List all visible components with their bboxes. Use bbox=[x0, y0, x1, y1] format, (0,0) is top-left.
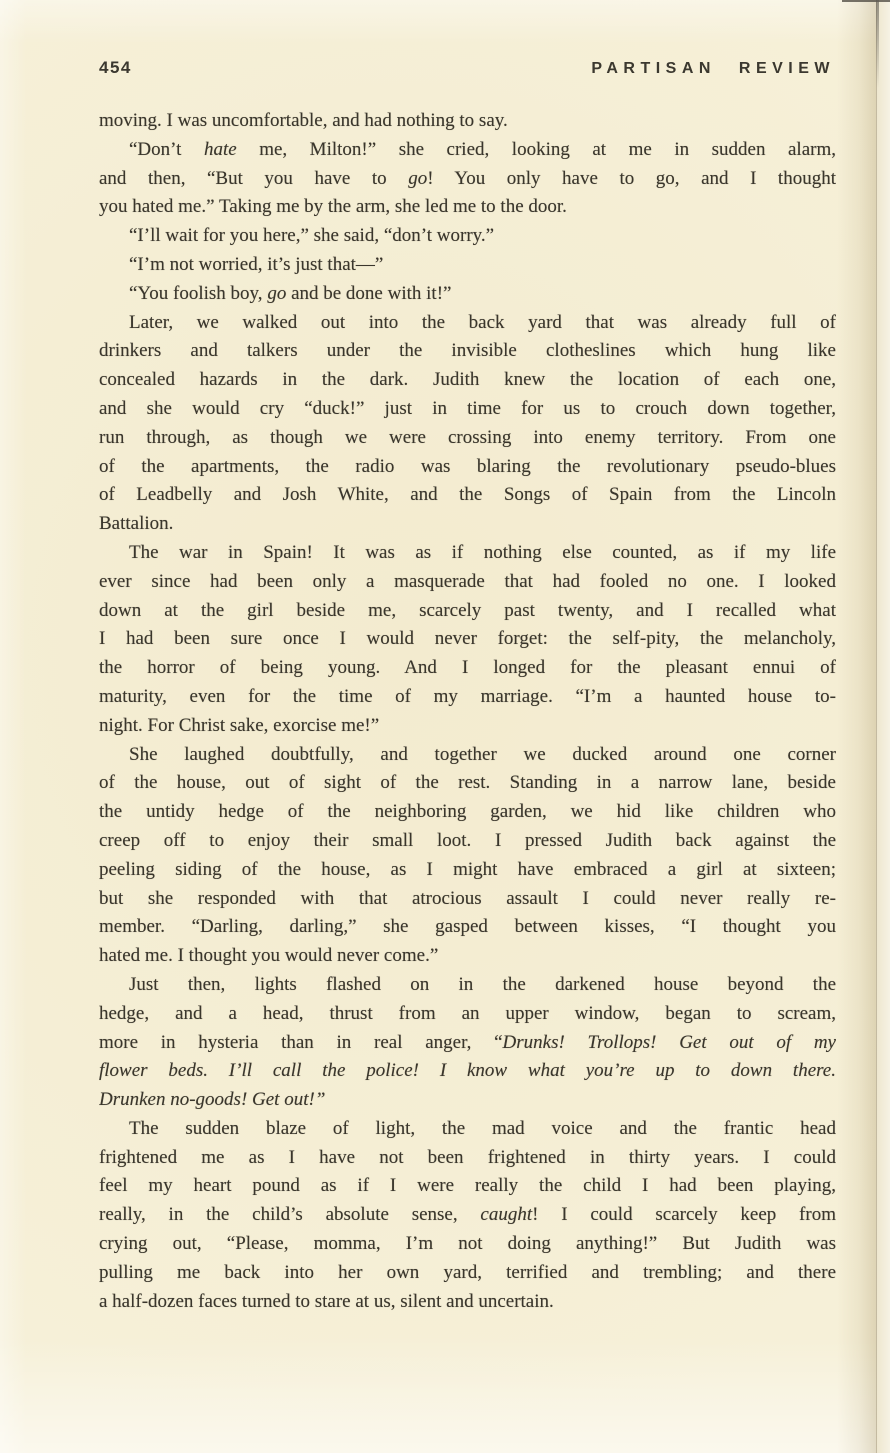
text-line: flower beds. I’ll call the police! I know what you’re up to down there. bbox=[99, 1060, 836, 1082]
text-line: Later, we walked out into the back yard that was already full of bbox=[129, 311, 836, 333]
text-line: I had been sure once I would never forget: the self-pity, the melancholy, bbox=[99, 628, 836, 650]
text-line: concealed hazards in the dark. Judith knew the location of each one, bbox=[99, 369, 836, 391]
text-line: drinkers and talkers under the invisible clotheslines which hung like bbox=[99, 340, 836, 362]
text-line: The sudden blaze of light, the mad voice and the frantic head bbox=[129, 1117, 836, 1139]
text-line: down at the girl beside me, scarcely past twenty, and I recalled what bbox=[99, 599, 836, 621]
text-line: you hated me.” Taking me by the arm, she led me to the door. bbox=[99, 196, 567, 218]
text-line: maturity, even for the time of my marriage. “I’m a haunted house to- bbox=[99, 685, 836, 707]
text-line: the horror of being young. And I longed for the pleasant ennui of bbox=[99, 657, 836, 679]
text-line: of the house, out of sight of the rest. Standing in a narrow lane, beside bbox=[99, 772, 836, 794]
text-line: and she would cry “duck!” just in time for us to crouch down together, bbox=[99, 397, 836, 419]
text-line: of Leadbelly and Josh White, and the Songs of Spain from the Lincoln bbox=[99, 484, 836, 506]
text-line: feel my heart pound as if I were really the child I had been playing, bbox=[99, 1175, 836, 1197]
text-line: pulling me back into her own yard, terrified and trembling; and there bbox=[99, 1261, 836, 1283]
text-line: “I’m not worried, it’s just that—” bbox=[129, 253, 384, 275]
text-line: more in hysteria than in real anger, “Drunks! Trollops! Get out of my bbox=[99, 1031, 836, 1053]
text-line: “Don’t hate me, Milton!” she cried, looking at me in sudden alarm, bbox=[129, 138, 836, 160]
journal-title: PARTISAN REVIEW bbox=[591, 60, 835, 77]
text-line: peeling siding of the house, as I might have embraced a girl at sixteen; bbox=[99, 858, 836, 880]
text-line: She laughed doubtfully, and together we ducked around one corner bbox=[129, 743, 836, 765]
text-line: ever since had been only a masquerade that had fooled no one. I looked bbox=[99, 570, 836, 592]
scan-top-edge-mark bbox=[842, 0, 890, 2]
text-line: member. “Darling, darling,” she gasped between kisses, “I thought you bbox=[99, 916, 836, 938]
text-line: hedge, and a head, thrust from an upper window, began to scream, bbox=[99, 1002, 836, 1024]
text-line: hated me. I thought you would never come.” bbox=[99, 945, 439, 967]
text-line: frightened me as I have not been frightened in thirty years. I could bbox=[99, 1146, 836, 1168]
text-line: moving. I was uncomfortable, and had nothing to say. bbox=[99, 110, 508, 131]
page-number: 454 bbox=[99, 58, 132, 77]
text-line: really, in the child’s absolute sense, caught! I could scarcely keep from bbox=[99, 1204, 836, 1226]
scan-corner-streak bbox=[876, 0, 879, 88]
text-line: the untidy hedge of the neighboring garden, we hid like children who bbox=[99, 801, 836, 823]
text-line: night. For Christ sake, exorcise me!” bbox=[99, 714, 380, 736]
text-line: Just then, lights flashed on in the darkened house beyond the bbox=[129, 973, 836, 995]
page-header bbox=[99, 58, 835, 78]
text-line: of the apartments, the radio was blaring the revolutionary pseudo-blues bbox=[99, 455, 836, 477]
text-line: creep off to enjoy their small loot. I pressed Judith back against the bbox=[99, 829, 836, 851]
text-line: but she responded with that atrocious assault I could never really re- bbox=[99, 887, 836, 909]
text-line: a half-dozen faces turned to stare at us, silent and uncertain. bbox=[99, 1290, 554, 1312]
body-text bbox=[99, 107, 836, 1316]
text-line: “I’ll wait for you here,” she said, “don’t worry.” bbox=[129, 225, 495, 247]
text-line: run through, as though we were crossing into enemy territory. From one bbox=[99, 426, 836, 448]
text-line: Drunken no-goods! Get out!” bbox=[99, 1089, 326, 1111]
text-line: and then, “But you have to go! You only have to go, and I thought bbox=[99, 167, 836, 189]
text-line: crying out, “Please, momma, I’m not doing anything!” But Judith was bbox=[99, 1233, 836, 1255]
text-line: The war in Spain! It was as if nothing else counted, as if my life bbox=[129, 541, 836, 563]
page-edge-shadow bbox=[837, 0, 877, 1453]
text-line: Battalion. bbox=[99, 513, 174, 535]
text-line: “You foolish boy, go and be done with it!” bbox=[129, 282, 452, 304]
page-edge-strip bbox=[876, 0, 890, 1453]
